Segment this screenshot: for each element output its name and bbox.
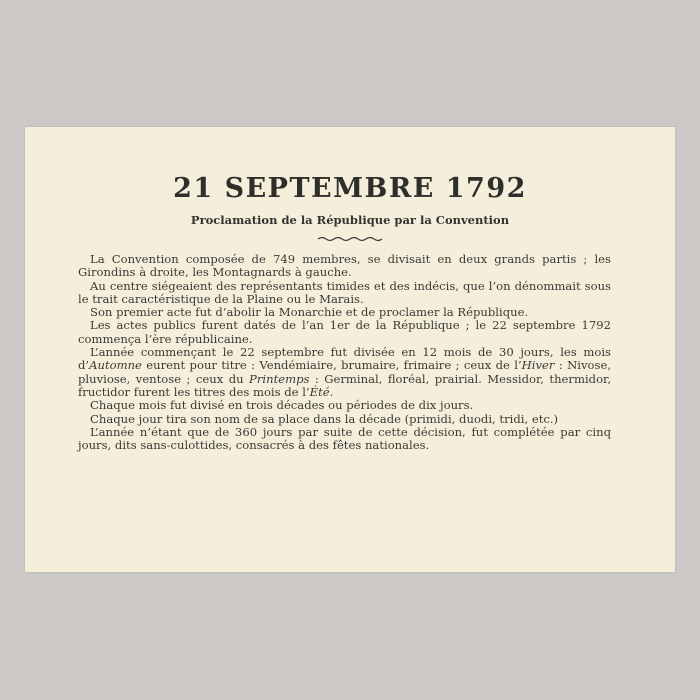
paragraph-text: eurent pour titre : Vendémiaire, brumaire, frimaire ; ceux de l’	[141, 358, 522, 373]
paragraph	[78, 399, 611, 412]
document-subtitle: Proclamation de la République par la Convention	[190, 213, 510, 227]
paragraph-text: L’année n’étant que de 360 jours par suite de cette décision, fut complétée par cinq jours, dits sans-culottides, consacrés à des fêtes nationales.	[78, 424, 611, 453]
paragraph-text: Chaque mois fut divisé en trois décades ou périodes de dix jours.	[90, 398, 474, 413]
italic-term: Hiver	[521, 358, 555, 373]
paragraph-text: Chaque jour tira son nom de sa place dans la décade (primidi, duodi, tridi, etc.)	[90, 411, 559, 426]
italic-term: Printemps	[249, 371, 310, 386]
paragraph-text: La Convention composée de 749 membres, se divisait en deux grands partis ; les Girondins à droite, les Montagnards à gauche.	[78, 252, 611, 280]
paragraph	[78, 346, 611, 399]
paragraph	[78, 426, 611, 453]
paragraph	[78, 280, 611, 307]
document-title: 21 SEPTEMBRE 1792	[173, 173, 527, 204]
paragraph	[78, 319, 611, 346]
wavy-ornament-icon	[316, 235, 384, 243]
paragraph-text: Les actes publics furent datés de l’an 1er de la République ; le 22 septembre 1792 commença l’ère républicaine.	[78, 318, 611, 346]
document-card	[25, 127, 675, 572]
paragraph-text: L’année commençant le 22 septembre fut divisée en 12 mois de 30 jours, les mois d’	[78, 345, 611, 373]
paragraph	[78, 306, 611, 319]
paragraph-text: Au centre siégeaient des représentants timides et des indécis, que l’on dénommait sous le trait caractéristique de la Plaine ou le Marais.	[78, 278, 611, 306]
document-body	[78, 253, 611, 452]
paragraph-text: : Germinal, floréal, prairial. Messidor, thermidor, fructidor furent les titres des mois de l’	[78, 371, 612, 399]
paragraph	[78, 413, 611, 426]
paragraph-text: .	[329, 384, 334, 399]
paragraph-text: : Nivose, pluviose, ventose ; ceux du	[78, 358, 611, 386]
paragraph	[78, 253, 611, 280]
paragraph-text: Son premier acte fut d’abolir la Monarchie et de proclamer la République.	[90, 305, 529, 320]
italic-term: Automne	[89, 358, 142, 373]
italic-term: Été	[309, 384, 330, 399]
